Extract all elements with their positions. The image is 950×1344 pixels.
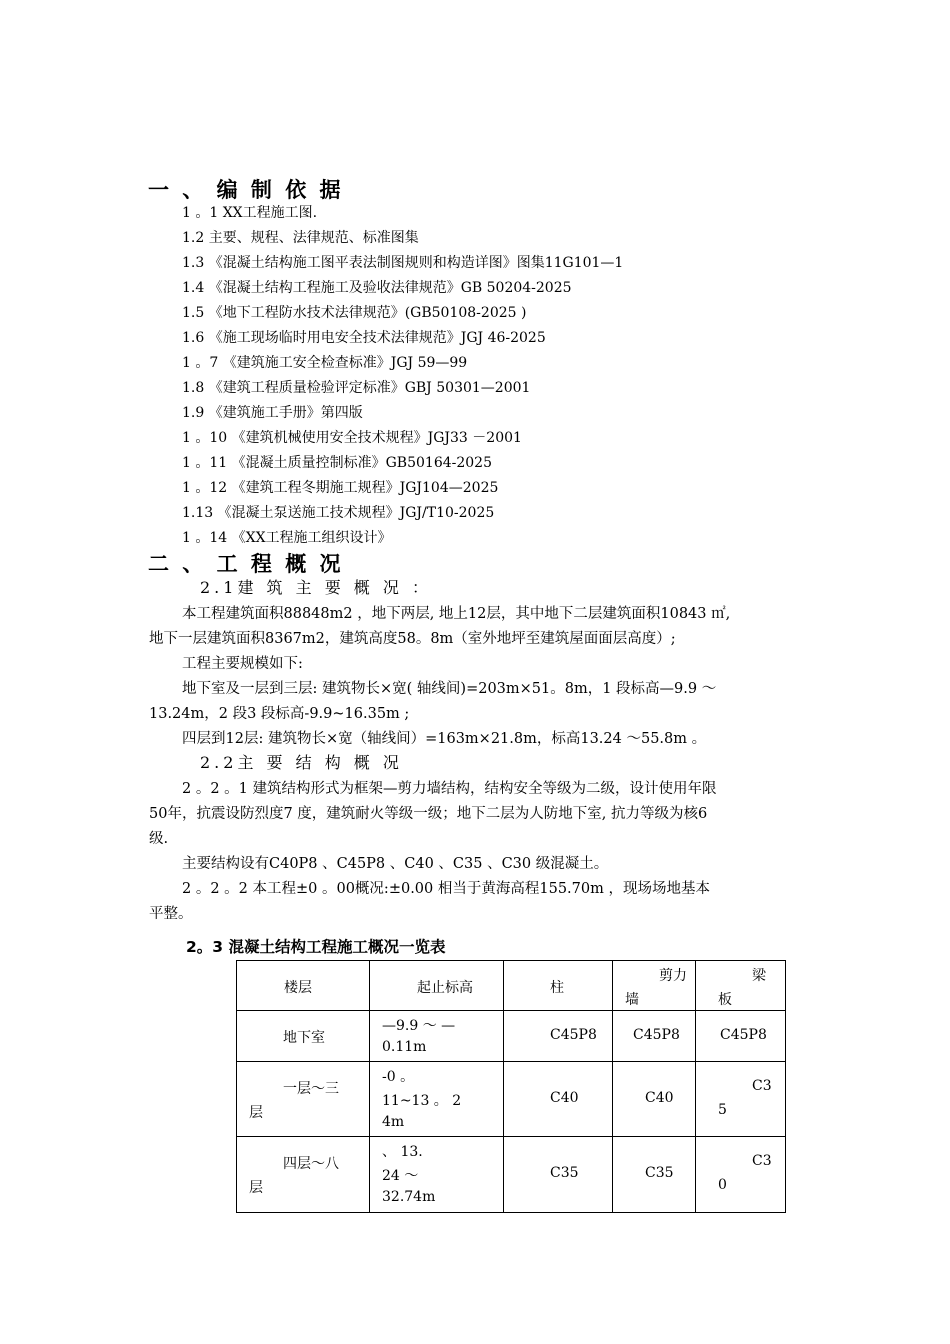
table-cell: C35 [504,1137,613,1213]
paragraph-line: 平整。 [149,906,193,922]
table-cell: C45P8 [504,1011,613,1062]
section-1-heading: 一 、 编 制 依 据 [148,178,344,202]
table-header-row [237,961,786,1011]
table-row [237,1011,786,1062]
list-item: 1 。10 《建筑机械使用安全技术规程》JGJ33 －2001 [182,430,522,446]
table-cell: -0 。 11~13 。 2 4m [370,1062,504,1137]
list-item: 1.8 《建筑工程质量检验评定标准》GBJ 50301—2001 [182,380,531,396]
table-cell: C3 5 [696,1062,786,1137]
list-item: 1.5 《地下工程防水技术法律规范》(GB50108-2025 ) [182,305,527,321]
list-item: 1.13 《混凝土泵送施工技术规程》JGJ/T10-2025 [182,505,495,521]
table-cell: C3 0 [696,1137,786,1213]
list-item: 1.4 《混凝土结构工程施工及验收法律规范》GB 50204-2025 [182,280,572,296]
list-item: 1.9 《建筑施工手册》第四版 [182,405,363,421]
table-title: 2。3 混凝土结构工程施工概况一览表 [186,938,446,956]
table-cell: 四层～八 层 [237,1137,370,1213]
header-cell: 起止标高 [370,961,504,1011]
paragraph-line: 50年，抗震设防烈度7 度，建筑耐火等级一级；地下二层为人防地下室, 抗力等级为核6 [149,806,708,822]
list-item: 1 。7 《建筑施工安全检查标准》JGJ 59—99 [182,355,468,371]
paragraph-line: 2 。2 。1 建筑结构形式为框架—剪力墙结构，结构安全等级为二级，设计使用年限 [182,781,717,797]
table-cell: 一层～三 层 [237,1062,370,1137]
table-row [237,1137,786,1213]
list-item: 1 。12 《建筑工程冬期施工规程》JGJ104—2025 [182,480,499,496]
table-cell: C35 [613,1137,696,1213]
paragraph-line: 2 。2 。2 本工程±0 。00概况:±0.00 相当于黄海高程155.70m ，现场场地基本 [182,881,710,897]
table-cell: C40 [504,1062,613,1137]
table-row [237,1062,786,1137]
section-2-heading: 二 、 工 程 概 况 [148,552,344,576]
paragraph-line: 本工程建筑面积88848m2 ，地下两层, 地上12层，其中地下二层建筑面积10843 ㎡, [182,606,731,622]
list-item: 1.6 《施工现场临时用电安全技术法律规范》JGJ 46-2025 [182,330,546,346]
paragraph-line: 地下一层建筑面积8367m2，建筑高度58。8m（室外地坪至建筑屋面面层高度）; [149,631,676,647]
table-cell: 、 13. 24 ～ 32.74m [370,1137,504,1213]
list-item: 1.3 《混凝土结构施工图平表法制图规则和构造详图》图集11G101—1 [182,255,624,271]
paragraph-line: 地下室及一层到三层: 建筑物长×宽( 轴线间)=203m×51。8m，1 段标高—9.9 ～ [182,681,717,697]
list-item: 1 。11 《混凝土质量控制标准》GB50164-2025 [182,455,492,471]
paragraph-line: 工程主要规模如下: [182,656,303,672]
table-cell: C45P8 [696,1011,786,1062]
paragraph-line: 主要结构设有C40P8 、C45P8 、C40 、C35 、C30 级混凝土。 [182,856,609,872]
header-cell: 梁 板 [696,961,786,1011]
paragraph-line: 四层到12层: 建筑物长×宽（轴线间）=163m×21.8m，标高13.24 ～55.8m 。 [182,731,707,747]
table-cell: —9.9 ～ — 0.11m [370,1011,504,1062]
table-cell: C45P8 [613,1011,696,1062]
list-item: 1.2 主要、规程、法律规范、标准图集 [182,230,419,246]
concrete-overview-table [236,960,786,1213]
table-cell: 地下室 [237,1011,370,1062]
subsection-2-1-heading: 2.1建 筑 主 要 概 况 ： [200,578,432,597]
header-cell: 剪力 墙 [613,961,696,1011]
list-item: 1 。1 XX工程施工图. [182,205,318,221]
list-item: 1 。14 《XX工程施工组织设计》 [182,530,392,546]
table-cell: C40 [613,1062,696,1137]
header-cell: 柱 [504,961,613,1011]
header-cell: 楼层 [237,961,370,1011]
subsection-2-2-heading: 2.2主 要 结 构 概 况 [200,753,403,772]
paragraph-line: 级. [149,831,169,847]
paragraph-line: 13.24m，2 段3 段标高-9.9~16.35m ; [149,706,410,722]
